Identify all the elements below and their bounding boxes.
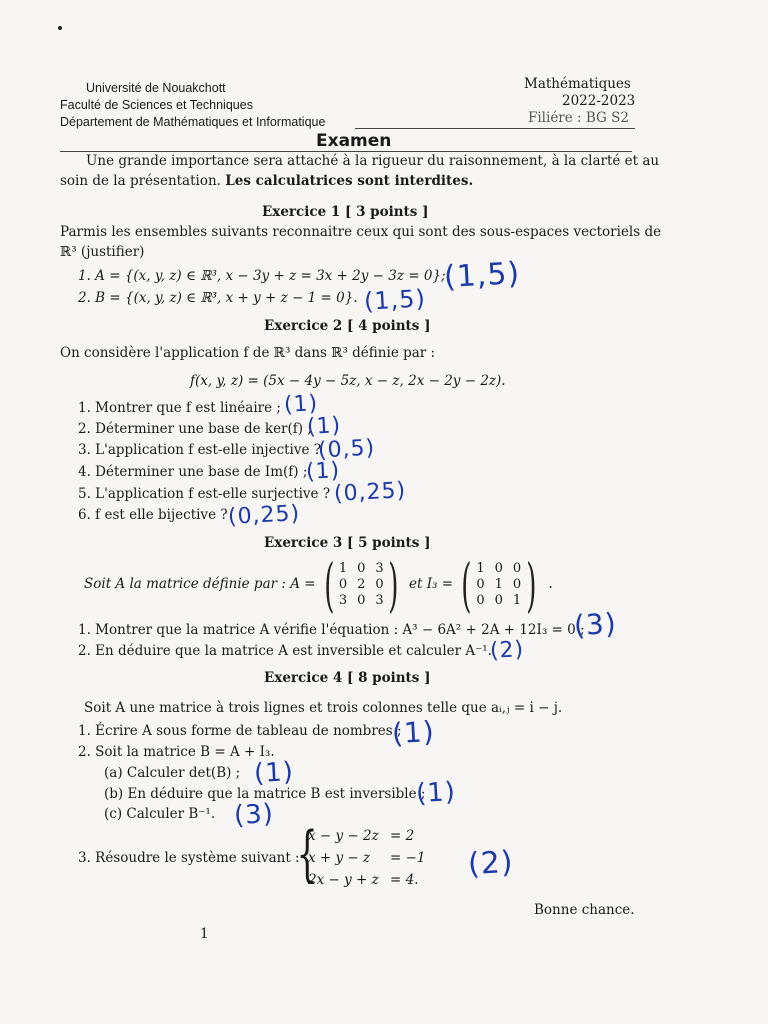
ex3-def-text: Soit A la matrice définie par : A = — [84, 576, 316, 592]
ex3-definition — [84, 551, 553, 619]
ex1-intro-2: ℝ³ (justifier) — [60, 244, 145, 260]
ex4-intro: Soit A une matrice à trois lignes et trois colonnes telle que aᵢ,ⱼ = i − j. — [84, 700, 563, 716]
ex2-mark-5: (0,25) — [333, 478, 407, 507]
ex4-mark-1: (1) — [391, 714, 436, 751]
ex1-mark-1: (1,5) — [443, 256, 521, 295]
matrix-i-table — [461, 551, 536, 619]
i-cell: 0 — [512, 576, 522, 592]
a-cell: 3 — [338, 592, 348, 608]
ex1-item-1: 1. A = {(x, y, z) ∈ ℝ³, x − 3y + z = 3x + 2y − 3z = 0}; — [78, 268, 446, 284]
ex3-title: Exercice 3 [ 5 points ] — [264, 535, 431, 551]
ex3-and: et I₃ = — [409, 576, 454, 592]
a-cell: 0 — [375, 576, 384, 592]
i-cell: 1 — [476, 560, 485, 576]
subject-name: Mathématiques — [524, 76, 631, 92]
page-number: 1 — [200, 926, 209, 942]
matrix-identity: ( 1 0 0 0 1 0 0 0 1 ) — [461, 551, 536, 619]
system-row-3-lhs: 2x − y + z — [308, 872, 379, 888]
i-cell: 0 — [476, 576, 485, 592]
ex1-title: Exercice 1 [ 3 points ] — [262, 204, 429, 220]
ex1-mark-2: (1,5) — [363, 284, 427, 316]
ex2-mark-1: (1) — [283, 391, 319, 418]
header-rule — [355, 128, 635, 129]
ex4-mark-4: (3) — [233, 798, 275, 832]
faculty-name: Faculté de Sciences et Techniques — [60, 98, 253, 112]
ex4-mark-3: (1) — [415, 776, 457, 810]
ex3-item-2: 2. En déduire que la matrice A est inversible et calculer A⁻¹. — [78, 643, 492, 659]
system-row-2-lhs: x + y − z — [308, 850, 371, 866]
a-cell: 2 — [357, 576, 366, 592]
ex3-item-1: 1. Montrer que la matrice A vérifie l'équation : A³ − 6A² + 2A + 12I₃ = 0 ; — [78, 622, 585, 638]
ex2-intro: On considère l'application f de ℝ³ dans ℝ³ définie par : — [60, 345, 436, 361]
intro-text: soin de la présentation. — [60, 173, 221, 189]
a-cell: 1 — [338, 560, 348, 576]
ex3-end: . — [548, 576, 553, 592]
ex2-mark-3: (0,5) — [317, 435, 376, 464]
system-row-1-lhs: x − y − 2z — [308, 828, 379, 844]
system-row-1-rhs: = 2 — [390, 828, 415, 844]
department-name: Département de Mathématiques et Informatique — [60, 115, 326, 129]
title-rule — [60, 151, 632, 152]
a-cell: 3 — [375, 592, 384, 608]
ex2-item-1: 1. Montrer que f est linéaire ; — [78, 400, 281, 416]
ex2-mark-2: (1) — [306, 413, 342, 440]
ex4-item-2: 2. Soit la matrice B = A + I₃. — [78, 744, 275, 760]
i-cell: 1 — [512, 592, 522, 608]
academic-year: 2022-2023 — [562, 93, 636, 109]
i-cell: 0 — [494, 592, 503, 608]
ex4-sub-c: (c) Calculer B⁻¹. — [104, 806, 216, 822]
a-cell: 0 — [338, 576, 348, 592]
matrix-a: ( 1 0 3 0 2 0 3 0 3 ) — [324, 551, 399, 619]
matrix-a-table — [324, 551, 399, 619]
page-title: Examen — [316, 131, 392, 151]
a-cell: 0 — [357, 560, 366, 576]
ex2-item-5: 5. L'application f est-elle surjective ? — [78, 486, 331, 502]
i-cell: 0 — [476, 592, 485, 608]
i-cell: 0 — [512, 560, 522, 576]
ex1-item-2: 2. B = {(x, y, z) ∈ ℝ³, x + y + z − 1 = 0}. — [78, 290, 358, 306]
ex2-formula: f(x, y, z) = (5x − 4y − 5z, x − z, 2x − 2y − 2z). — [190, 373, 506, 389]
ex2-item-2: 2. Déterminer une base de ker(f) ; — [78, 421, 312, 437]
ex4-sub-b: (b) En déduire que la matrice B est inversible ; — [104, 786, 426, 802]
ex2-mark-6: (0,25) — [227, 501, 301, 530]
ex2-item-6: 6. f est elle bijective ? — [78, 507, 228, 523]
intro-line-2 — [60, 173, 473, 189]
i-cell: 1 — [494, 576, 503, 592]
ex2-item-3: 3. L'application f est-elle injective ? — [78, 442, 322, 458]
intro-bold: Les calculatrices sont interdites. — [225, 173, 474, 189]
ex1-intro-1: Parmis les ensembles suivants reconnaitre ceux qui sont des sous-espaces vectoriels de — [60, 224, 662, 240]
ex3-mark-1: (3) — [573, 606, 618, 643]
ex4-mark-5: (2) — [467, 844, 515, 883]
ex4-item-1: 1. Écrire A sous forme de tableau de nombres ; — [78, 723, 402, 739]
ex2-item-4: 4. Déterminer une base de Im(f) ; — [78, 464, 308, 480]
ex4-sub-a: (a) Calculer det(B) ; — [104, 765, 241, 781]
university-name: Université de Nouakchott — [86, 81, 226, 95]
intro-line-1: Une grande importance sera attaché à la rigueur du raisonnement, à la clarté et au — [86, 153, 660, 169]
a-cell: 0 — [357, 592, 366, 608]
ex2-title: Exercice 2 [ 4 points ] — [264, 318, 431, 334]
track-name: Filiére : BG S2 — [528, 110, 629, 126]
system-row-3-rhs: = 4. — [390, 872, 419, 888]
system-row-2-rhs: = −1 — [390, 850, 426, 866]
i-cell: 0 — [494, 560, 503, 576]
ex4-mark-2: (1) — [253, 756, 295, 790]
ex3-mark-2: (2) — [489, 637, 525, 664]
ex4-item-3: 3. Résoudre le système suivant : — [78, 850, 300, 866]
a-cell: 3 — [375, 560, 384, 576]
scan-dot — [58, 26, 62, 30]
ex2-mark-4: (1) — [305, 458, 341, 485]
ex4-title: Exercice 4 [ 8 points ] — [264, 670, 431, 686]
closing-text: Bonne chance. — [534, 902, 635, 918]
